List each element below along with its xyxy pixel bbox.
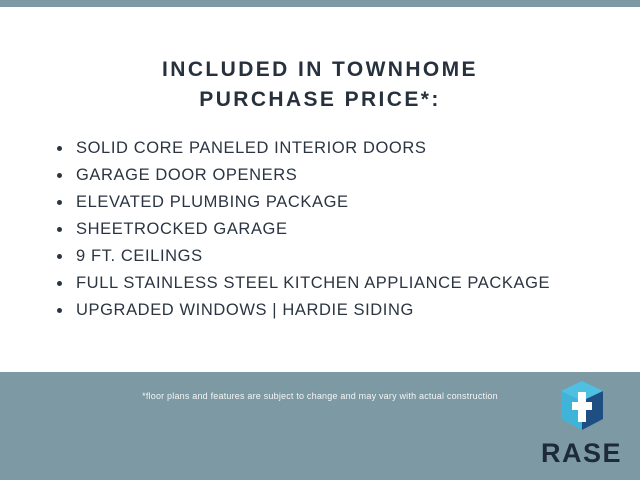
list-item xyxy=(52,189,612,216)
top-accent-bar xyxy=(0,0,640,7)
list-item xyxy=(52,270,612,297)
page-title xyxy=(0,7,640,115)
footer-bar xyxy=(0,372,640,480)
brand-lockup xyxy=(518,380,622,472)
list-item-label: UPGRADED WINDOWS | HARDIE SIDING xyxy=(76,301,414,319)
cube-logo-icon xyxy=(560,380,604,432)
list-item-label: SHEETROCKED GARAGE xyxy=(76,220,288,238)
list-item-label: ELEVATED PLUMBING PACKAGE xyxy=(76,193,349,211)
list-item xyxy=(52,135,612,162)
included-features-list xyxy=(52,135,612,324)
bullet-dot-icon xyxy=(57,173,62,178)
list-item-label: GARAGE DOOR OPENERS xyxy=(76,166,298,184)
brand-name: RASE xyxy=(540,438,622,468)
bullet-dot-icon xyxy=(57,254,62,259)
bullet-dot-icon xyxy=(57,200,62,205)
list-item-label: SOLID CORE PANELED INTERIOR DOORS xyxy=(76,139,427,157)
bullet-dot-icon xyxy=(57,281,62,286)
list-item xyxy=(52,216,612,243)
list-item xyxy=(52,243,612,270)
bullet-dot-icon xyxy=(57,146,62,151)
disclaimer-text: *floor plans and features are subject to change and may vary with actual construction xyxy=(142,391,498,401)
list-item xyxy=(52,297,612,324)
list-item-label: 9 FT. CEILINGS xyxy=(76,247,203,265)
page-title-line-2: PURCHASE PRICE*: xyxy=(199,88,441,111)
bullet-dot-icon xyxy=(57,227,62,232)
list-item xyxy=(52,162,612,189)
slide-content xyxy=(0,7,640,372)
page-title-line-1: INCLUDED IN TOWNHOME xyxy=(162,58,478,81)
bullet-dot-icon xyxy=(57,308,62,313)
list-item-label: FULL STAINLESS STEEL KITCHEN APPLIANCE PACKAGE xyxy=(76,274,551,292)
